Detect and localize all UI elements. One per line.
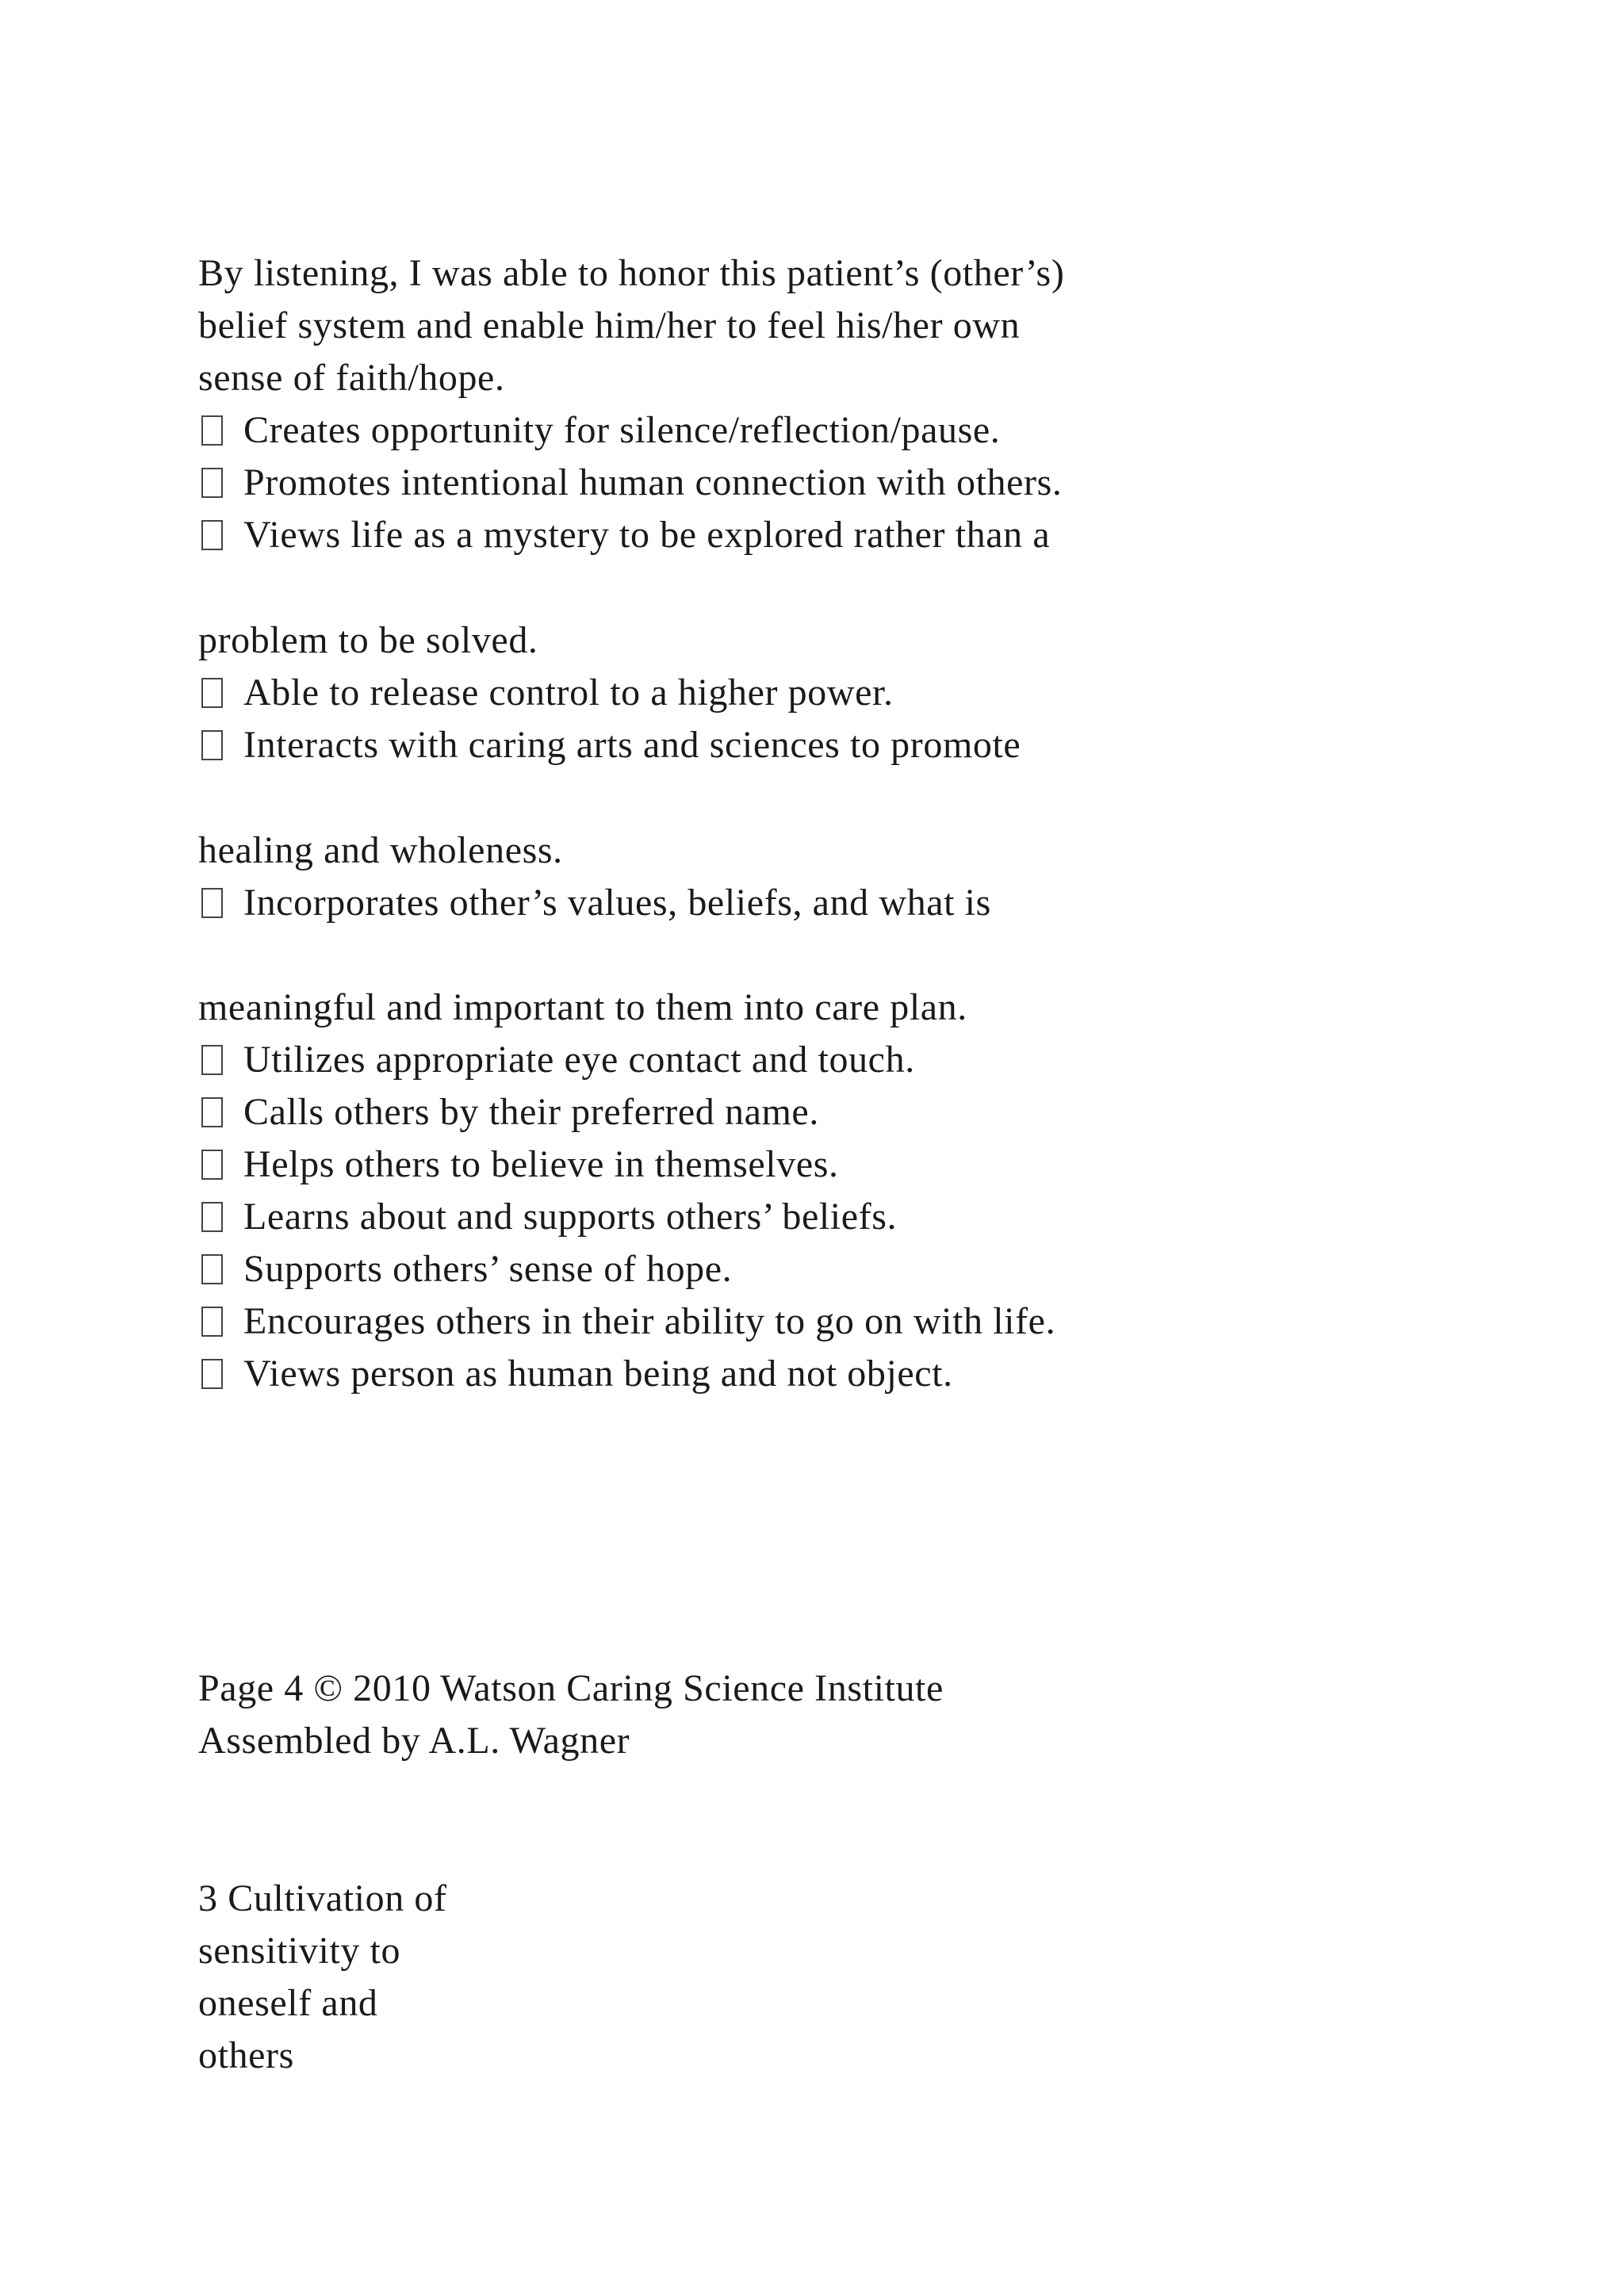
section-heading: oneself and xyxy=(198,1982,378,2024)
bullet-item xyxy=(198,509,1050,561)
bullet-text: Helps others to believe in themselves. xyxy=(243,1143,839,1185)
bullet-text: Interacts with caring arts and sciences to promote xyxy=(243,724,1021,766)
bullet-item xyxy=(198,667,894,719)
bullet-text: Encourages others in their ability to go on with life. xyxy=(243,1300,1056,1342)
bullet-text: Utilizes appropriate eye contact and touch. xyxy=(243,1039,915,1081)
continuation-text: meaningful and important to them into care plan. xyxy=(198,986,967,1028)
bullet-text: Creates opportunity for silence/reflection/pause. xyxy=(243,409,1001,451)
bullet-item xyxy=(198,1191,897,1243)
section-heading: sensitivity to xyxy=(198,1930,401,1972)
bullet-text: Able to release control to a higher power. xyxy=(243,672,894,714)
continuation-text: problem to be solved. xyxy=(198,619,538,661)
bullet-box-icon xyxy=(201,678,223,708)
bullet-text: Incorporates other’s values, beliefs, and what is xyxy=(243,882,991,924)
bullet-box-icon xyxy=(201,520,223,550)
bullet-box-icon xyxy=(201,1359,223,1389)
bullet-text: Promotes intentional human connection with others. xyxy=(243,461,1063,503)
body-text-line: By listening, I was able to honor this patient’s (other’s) xyxy=(198,252,1065,294)
bullet-item xyxy=(198,1295,1055,1348)
bullet-item xyxy=(198,877,991,929)
bullet-box-icon xyxy=(201,415,223,446)
bullet-box-icon xyxy=(201,1150,223,1180)
page-footer: Page 4 © 2010 Watson Caring Science Institute xyxy=(198,1667,944,1709)
bullet-item xyxy=(198,1348,953,1400)
bullet-box-icon xyxy=(201,468,223,498)
section-heading: others xyxy=(198,2034,294,2076)
bullet-box-icon xyxy=(201,1045,223,1075)
bullet-text: Views life as a mystery to be explored rather than a xyxy=(243,514,1051,556)
bullet-item xyxy=(198,1086,819,1138)
bullet-item xyxy=(198,1034,915,1086)
bullet-item xyxy=(198,1243,732,1295)
bullet-box-icon xyxy=(201,1202,223,1232)
bullet-item xyxy=(198,404,1000,457)
bullet-text: Calls others by their preferred name. xyxy=(243,1091,819,1133)
body-text-line: belief system and enable him/her to feel his/her own xyxy=(198,304,1021,346)
bullet-item xyxy=(198,1138,839,1191)
bullet-item xyxy=(198,457,1063,509)
bullet-text: Supports others’ sense of hope. xyxy=(243,1248,733,1290)
body-text-line: sense of faith/hope. xyxy=(198,357,505,399)
section-heading: 3 Cultivation of xyxy=(198,1877,447,1919)
bullet-box-icon xyxy=(201,1254,223,1284)
bullet-box-icon xyxy=(201,888,223,918)
continuation-text: healing and wholeness. xyxy=(198,829,563,871)
footer-credit: Assembled by A.L. Wagner xyxy=(198,1720,630,1762)
bullet-text: Views person as human being and not object. xyxy=(243,1353,953,1395)
bullet-box-icon xyxy=(201,1307,223,1337)
bullet-item xyxy=(198,719,1021,771)
bullet-box-icon xyxy=(201,1097,223,1127)
bullet-text: Learns about and supports others’ beliefs. xyxy=(243,1196,898,1238)
bullet-box-icon xyxy=(201,730,223,760)
